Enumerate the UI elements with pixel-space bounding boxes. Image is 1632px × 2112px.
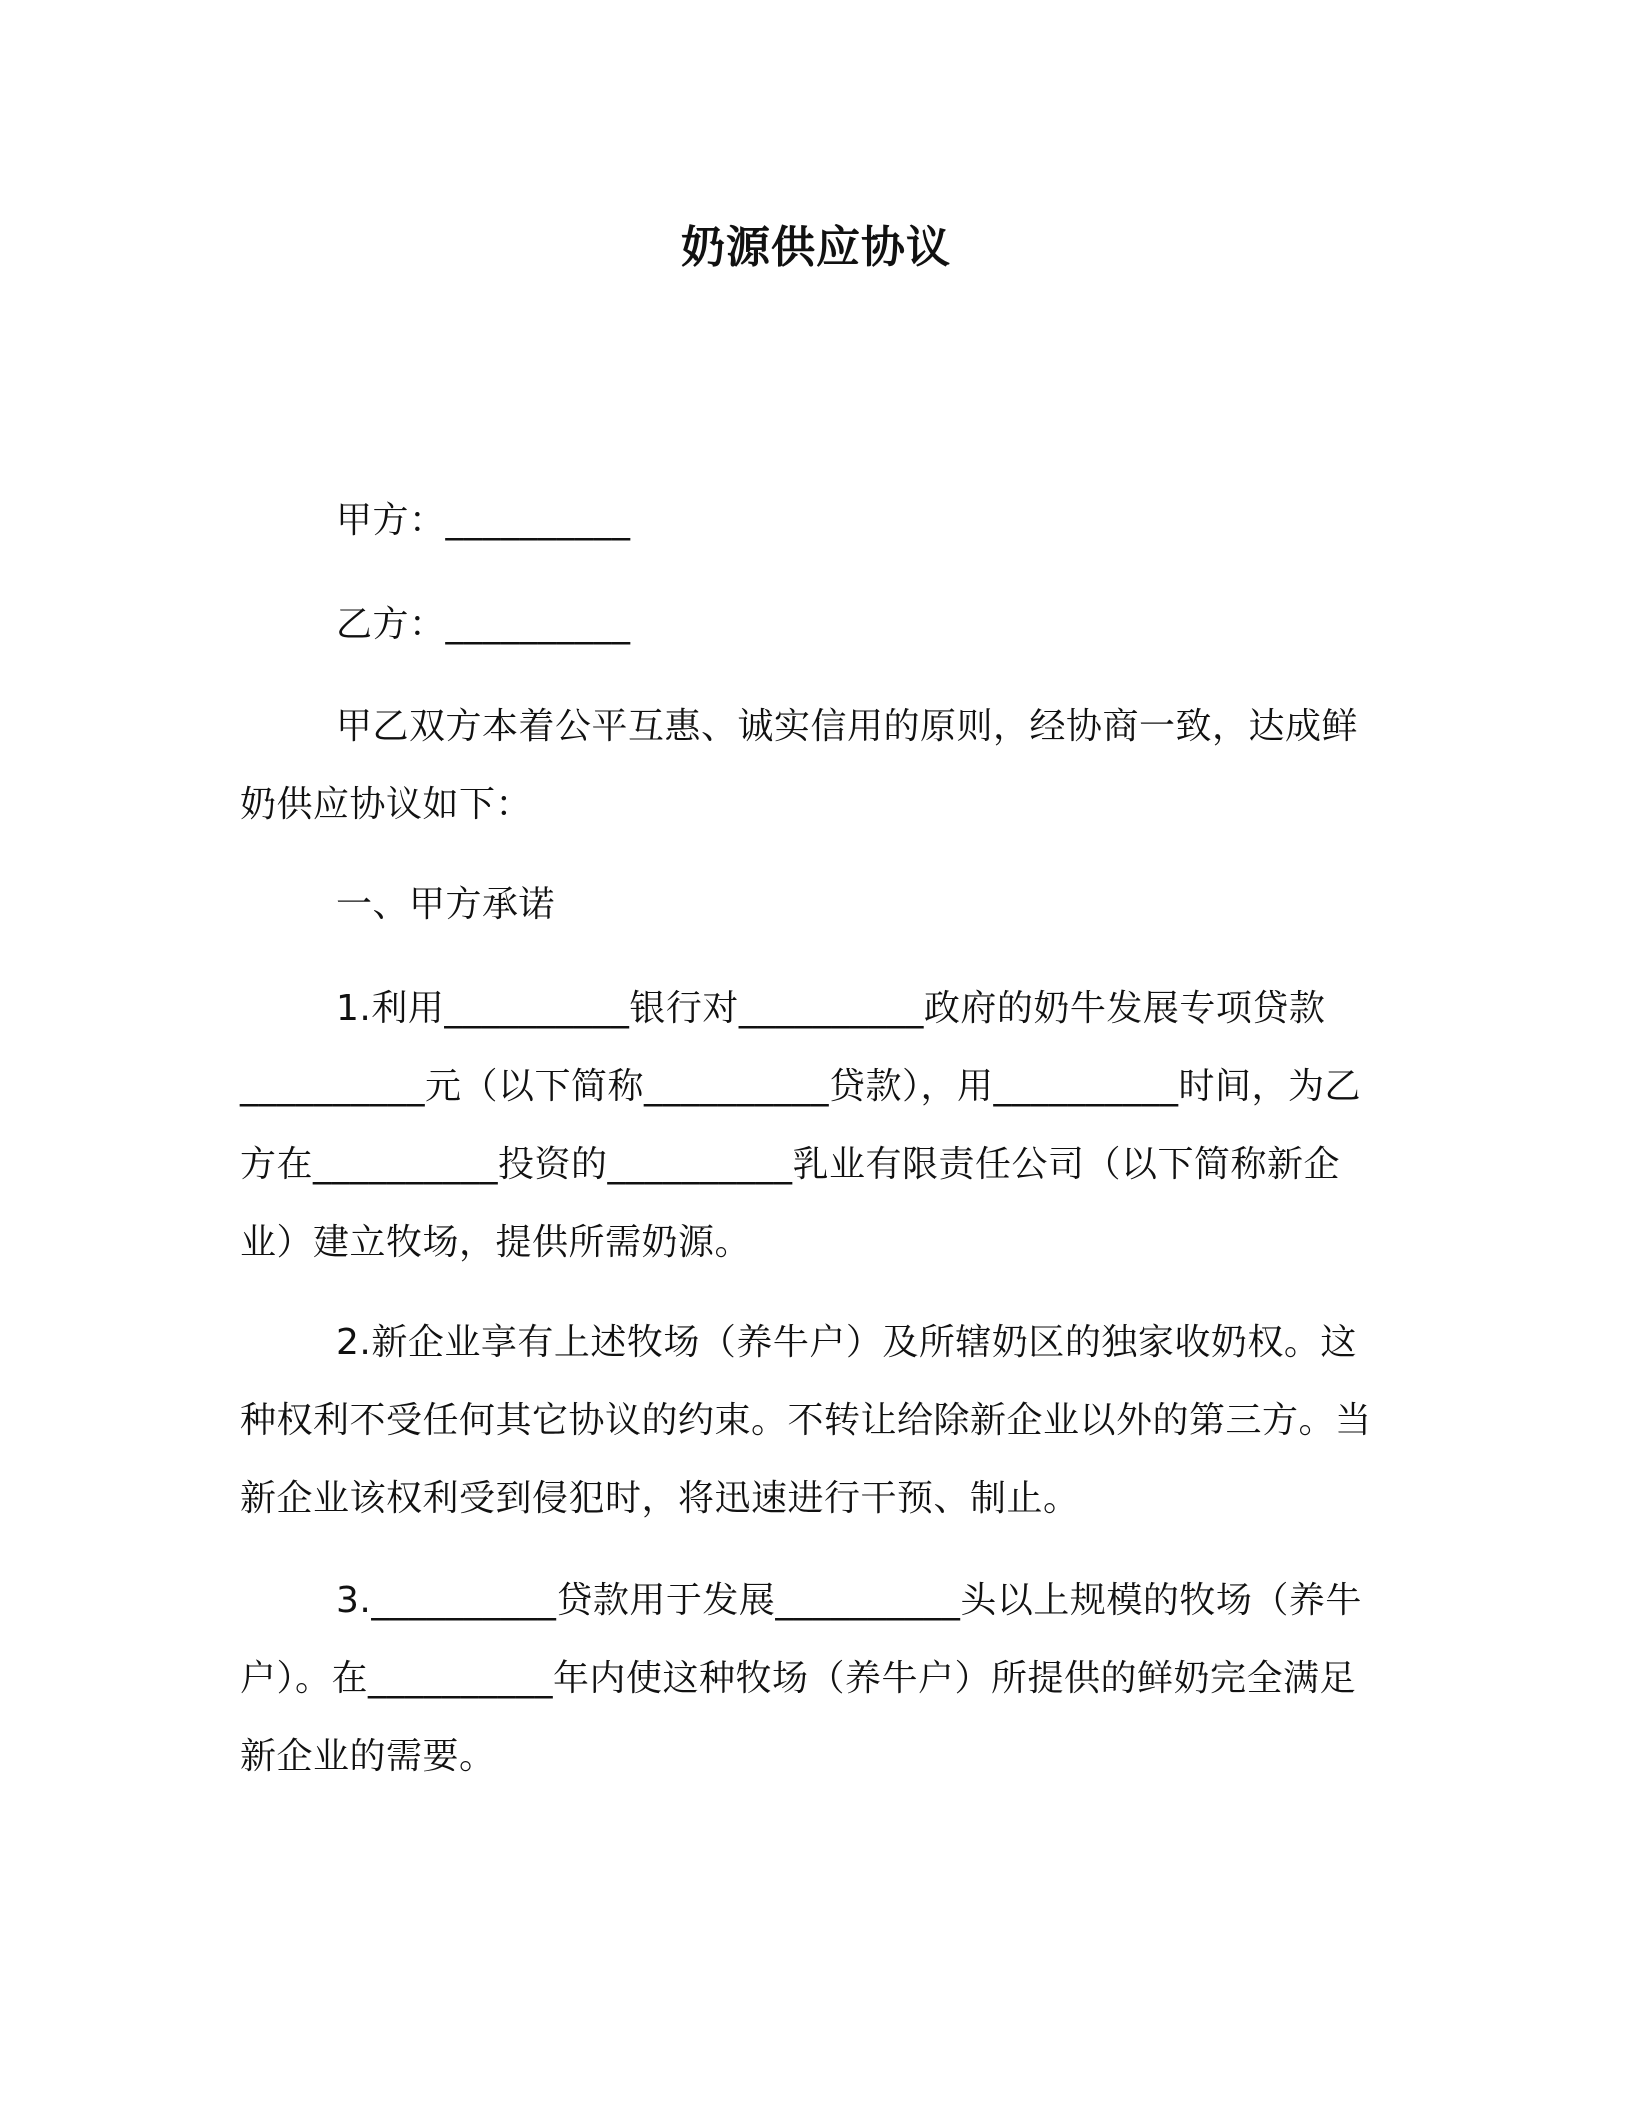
- clause-3-paragraph: 3.__________贷款用于发展__________头以上规模的牧场（养牛户）。在__________年内使这种牧场（养牛户）所提供的鲜奶完全满足新企业的需要。: [240, 1580, 1362, 1777]
- document-title: 奶源供应协议: [681, 222, 951, 273]
- clause-2-paragraph: 2.新企业享有上述牧场（养牛户）及所辖奶区的独家收奶权。这种权利不受任何其它协议的约束。不转让给除新企业以外的第三方。当新企业该权利受到侵犯时，将迅速进行干预、制止。: [240, 1322, 1372, 1519]
- party-a-line: 甲方：__________: [336, 500, 631, 541]
- intro-paragraph: 甲乙双方本着公平互惠、诚实信用的原则，经协商一致，达成鲜奶供应协议如下：: [240, 706, 1359, 825]
- party-b-line: 乙方：__________: [336, 604, 631, 645]
- clause-1-paragraph: 1.利用__________银行对__________政府的奶牛发展专项贷款__________元（以下简称__________贷款），用__________时间，为乙方在__________投资的__________乳业有限责任公司（以下简称新企业）建立牧场，提供所需奶源。: [240, 988, 1362, 1263]
- section-1-heading: 一、甲方承诺: [336, 884, 556, 925]
